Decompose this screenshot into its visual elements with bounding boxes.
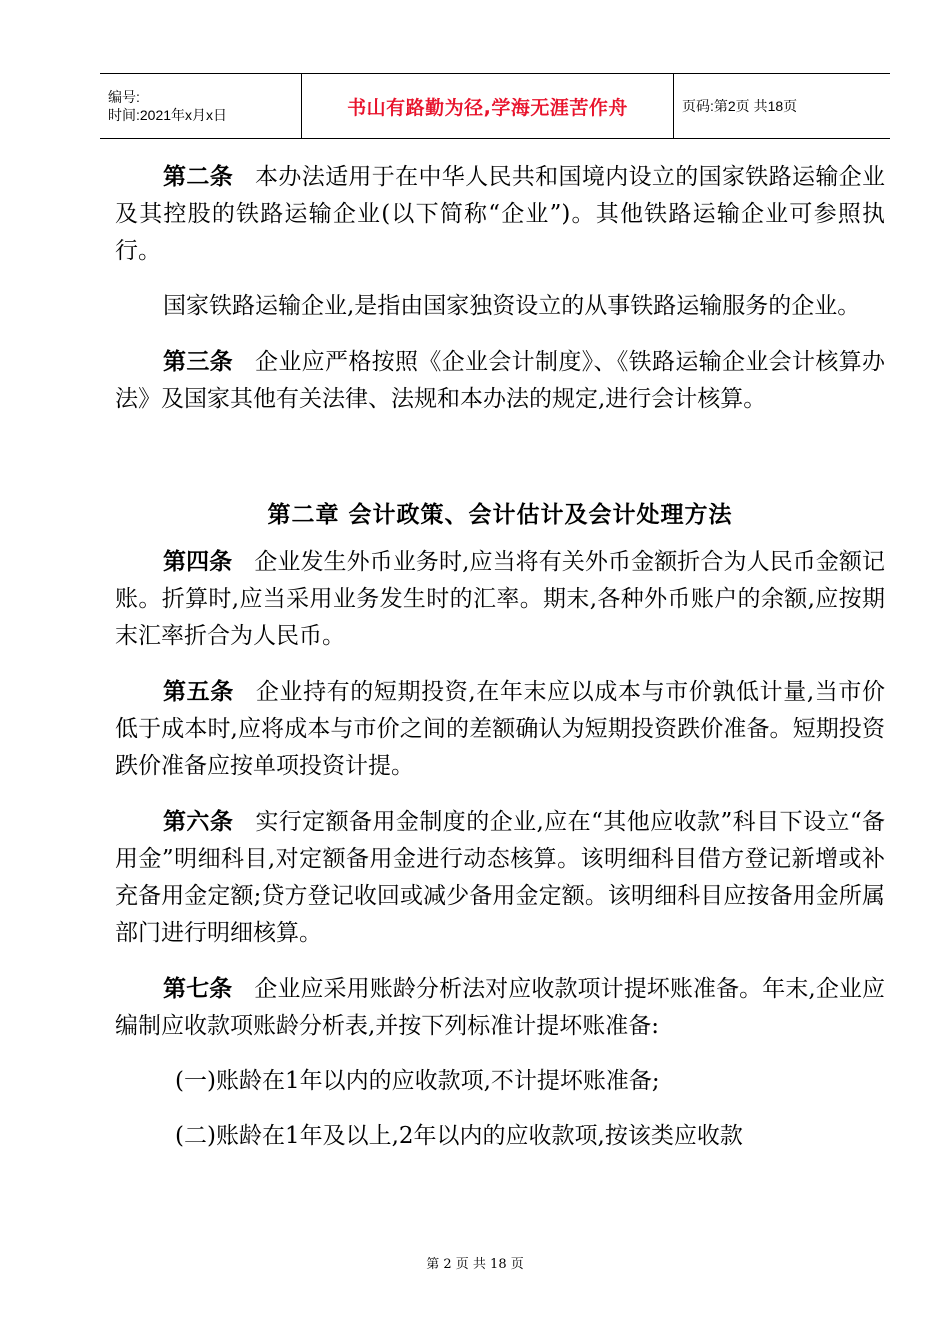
header-number-label: 编号: — [108, 89, 140, 105]
article-2 — [115, 158, 885, 270]
chapter-2-title: 第二章 会计政策、会计估计及会计处理方法 — [267, 501, 733, 528]
article-3 — [115, 343, 885, 418]
article-2-paragraph-2 — [115, 288, 885, 325]
header-page-cell — [674, 74, 890, 138]
header-page-label: 页码:第2页 共18页 — [682, 98, 798, 114]
article-4 — [115, 543, 885, 655]
page-header — [100, 73, 890, 139]
article-6-text: 实行定额备用金制度的企业,应在“其他应收款”科目下设立“备用金”明细科目,对定额备用金进行动态核算。该明细科目借方登记新增或补充备用金定额;贷方登记收回或减少备用金定额。该明细科目应按备用金所属部门进行明细核算。 — [115, 809, 886, 946]
article-3-text: 企业应严格按照《企业会计制度》、《铁路运输企业会计核算办法》及国家其他有关法律、法规和本办法的规定,进行会计核算。 — [115, 349, 885, 412]
article-5-text: 企业持有的短期投资,在年末应以成本与市价孰低计量,当市价低于成本时,应将成本与市价之间的差额确认为短期投资跌价准备。短期投资跌价准备应按单项投资计提。 — [115, 679, 886, 779]
article-4-label: 第四条 — [163, 548, 233, 575]
header-motto-cell — [302, 74, 674, 138]
document-body — [115, 158, 885, 1173]
list-item: (二)账龄在1年及以上,2年以内的应收款项,按该类应收款 — [175, 1123, 743, 1149]
article-6 — [115, 803, 885, 952]
article-5 — [115, 673, 885, 785]
article-4-text: 企业发生外币业务时,应当将有关外币金额折合为人民币金额记账。折算时,应当采用业务发生时的汇率。期末,各种外币账户的余额,应按期末汇率折合为人民币。 — [115, 549, 886, 649]
article-5-label: 第五条 — [163, 678, 234, 705]
header-motto: 书山有路勤为径,学海无涯苦作舟 — [347, 96, 628, 119]
list-item: (一)账龄在1年以内的应收款项,不计提坏账准备; — [175, 1068, 660, 1094]
article-2-p2-text: 国家铁路运输企业,是指由国家独资设立的从事铁路运输服务的企业。 — [163, 293, 861, 319]
header-time-label: 时间:2021年x月x日 — [108, 107, 228, 123]
article-6-label: 第六条 — [163, 808, 234, 835]
article-2-text: 本办法适用于在中华人民共和国境内设立的国家铁路运输企业及其控股的铁路运输企业(以下简称“企业”)。其他铁路运输企业可参照执行。 — [115, 164, 886, 264]
page-footer: 第 2 页 共 18 页 — [426, 1257, 524, 1272]
header-meta-cell — [100, 74, 302, 138]
article-7-text: 企业应采用账龄分析法对应收款项计提坏账准备。年末,企业应编制应收款项账龄分析表,并按下列标准计提坏账准备: — [115, 976, 886, 1039]
article-7 — [115, 970, 885, 1045]
article-7-label: 第七条 — [163, 975, 233, 1002]
article-3-label: 第三条 — [163, 348, 233, 375]
article-2-label: 第二条 — [163, 163, 234, 190]
